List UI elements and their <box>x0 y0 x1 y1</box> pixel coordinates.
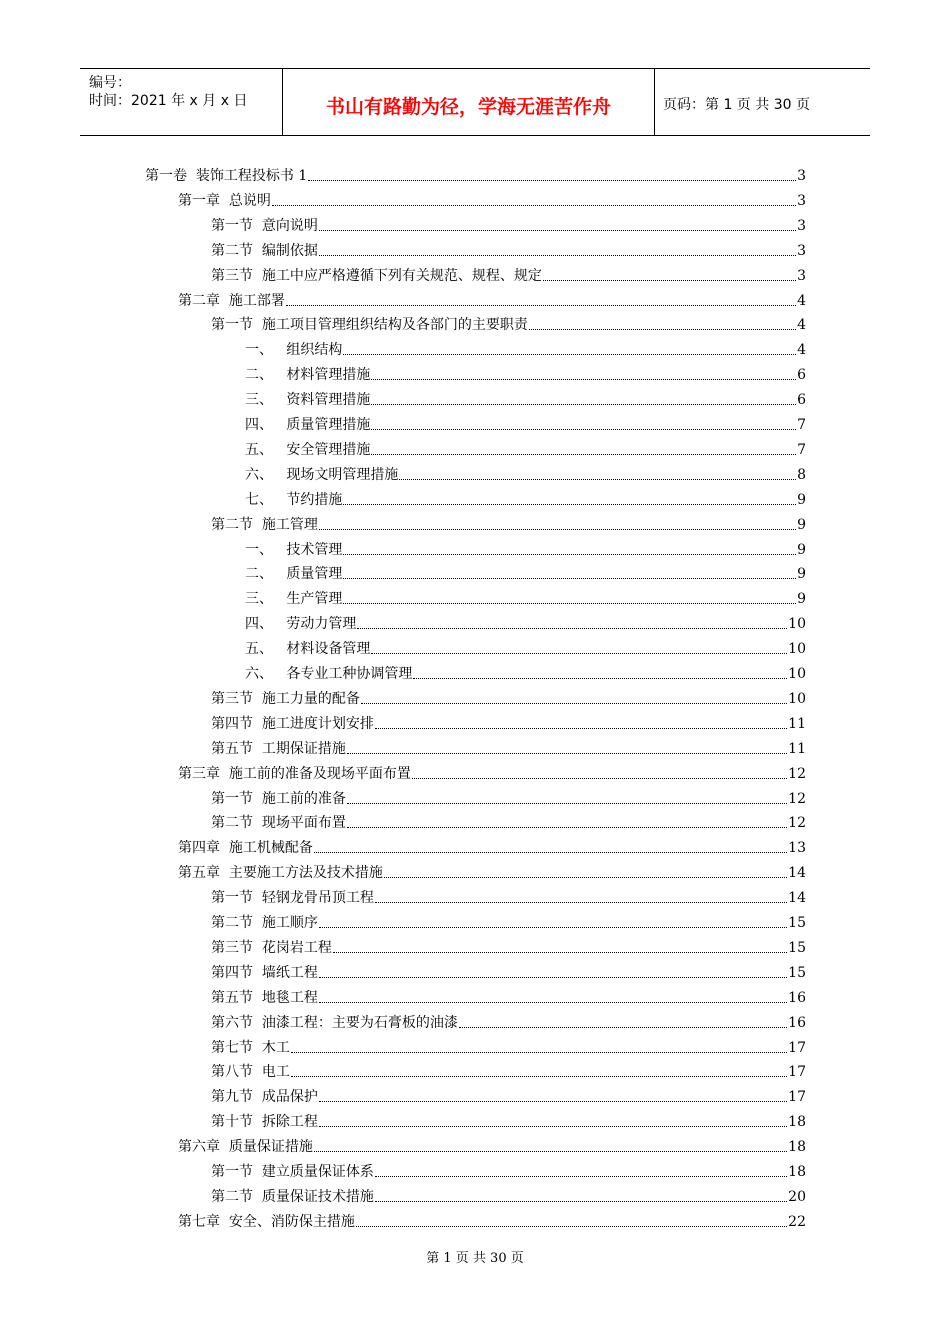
toc-entry[interactable] <box>211 733 806 758</box>
toc-entry-title: 第一章 总说明 <box>178 192 271 209</box>
toc-dot-leader <box>371 428 796 430</box>
toc-dot-leader <box>413 677 787 679</box>
toc-entry-title: 二、 材料管理措施 <box>245 367 371 384</box>
toc-entry-title: 第一卷 装饰工程投标书 1 <box>145 168 308 184</box>
toc-entry[interactable] <box>245 658 806 683</box>
toc-entry-page: 17 <box>788 1064 806 1081</box>
toc-entry[interactable] <box>211 932 806 957</box>
toc-entry-title: 五、 材料设备管理 <box>245 641 371 658</box>
toc-entry-page: 18 <box>788 1139 806 1156</box>
toc-entry-page: 14 <box>788 865 806 882</box>
toc-entry-page: 3 <box>797 267 806 284</box>
toc-entry-title: 六、 现场文明管理措施 <box>245 466 399 483</box>
toc-dot-leader <box>319 229 796 231</box>
toc-entry[interactable] <box>211 783 806 808</box>
toc-dot-leader <box>314 851 787 853</box>
toc-entry[interactable] <box>178 1206 806 1231</box>
toc-entry-title: 第二节 现场平面布置 <box>211 815 346 832</box>
header-motto: 书山有路勤为径，学海无涯苦作舟 <box>325 96 611 118</box>
toc-entry-page: 11 <box>788 740 806 757</box>
toc-entry-title: 二、 质量管理 <box>245 566 343 583</box>
toc-entry-title: 第三章 施工前的准备及现场平面布置 <box>178 765 411 782</box>
toc-entry-page: 22 <box>788 1213 806 1230</box>
toc-entry-title: 六、 各专业工种协调管理 <box>245 666 413 682</box>
toc-entry[interactable] <box>211 1007 806 1032</box>
header-left-cell <box>80 69 283 135</box>
toc-dot-leader <box>291 1075 787 1077</box>
toc-entry[interactable] <box>145 160 806 185</box>
toc-entry-page: 10 <box>788 616 806 633</box>
toc-entry-title: 第九节 成品保护 <box>211 1089 318 1106</box>
toc-entry[interactable] <box>245 359 806 384</box>
toc-entry-page: 12 <box>788 815 806 832</box>
toc-entry-title: 第三节 施工中应严格遵循下列有关规范、规程、规定 <box>211 267 542 284</box>
toc-dot-leader <box>371 403 796 405</box>
toc-entry-page: 6 <box>797 367 806 384</box>
toc-entry[interactable] <box>245 633 806 658</box>
toc-entry[interactable] <box>245 484 806 509</box>
toc-entry-title: 第二节 质量保证技术措施 <box>211 1188 374 1205</box>
toc-entry[interactable] <box>211 807 806 832</box>
toc-entry-page: 14 <box>788 890 806 907</box>
toc-entry-page: 10 <box>788 641 806 658</box>
toc-entry[interactable] <box>211 683 806 708</box>
toc-entry-page: 13 <box>788 840 806 857</box>
header-right-cell <box>655 69 870 135</box>
toc-entry-title: 第五节 工期保证措施 <box>211 740 346 757</box>
toc-entry-page: 11 <box>788 715 806 732</box>
toc-entry[interactable] <box>178 857 806 882</box>
toc-dot-leader <box>347 802 787 804</box>
toc-dot-leader <box>308 179 796 181</box>
toc-entry[interactable] <box>245 558 806 583</box>
toc-entry-page: 9 <box>797 516 806 533</box>
toc-entry[interactable] <box>211 210 806 235</box>
toc-entry-page: 10 <box>788 666 806 682</box>
toc-entry[interactable] <box>245 409 806 434</box>
toc-entry-title: 第五节 地毯工程 <box>211 989 318 1006</box>
toc-entry-page: 9 <box>797 566 806 583</box>
toc-dot-leader <box>319 976 787 978</box>
toc-entry[interactable] <box>211 957 806 982</box>
toc-dot-leader <box>319 926 787 928</box>
toc-entry[interactable] <box>245 334 806 359</box>
toc-entry-page: 3 <box>797 217 806 234</box>
toc-entry-title: 第二节 施工顺序 <box>211 915 318 931</box>
toc-entry[interactable] <box>211 1081 806 1106</box>
toc-entry-page: 12 <box>788 790 806 807</box>
toc-entry-title: 四、 质量管理措施 <box>245 417 371 433</box>
toc-entry[interactable] <box>211 907 806 932</box>
toc-dot-leader <box>371 378 796 380</box>
toc-dot-leader <box>412 777 787 779</box>
toc-entry[interactable] <box>178 185 806 210</box>
toc-entry-title: 第二节 编制依据 <box>211 242 318 259</box>
toc-entry-page: 10 <box>788 690 806 707</box>
toc-dot-leader <box>371 453 796 455</box>
toc-entry-page: 16 <box>788 1014 806 1031</box>
toc-dot-leader <box>384 876 787 878</box>
toc-entry[interactable] <box>211 1032 806 1057</box>
toc-dot-leader <box>375 901 787 903</box>
toc-entry-title: 第十节 拆除工程 <box>211 1114 318 1131</box>
toc-entry[interactable] <box>211 235 806 260</box>
header-page-info: 页码：第 1 页 共 30 页 <box>663 97 810 113</box>
toc-entry-title: 第四节 墙纸工程 <box>211 964 318 981</box>
toc-entry-title: 七、 节约措施 <box>245 491 343 508</box>
toc-dot-leader <box>347 826 787 828</box>
toc-entry-title: 第一节 轻钢龙骨吊顶工程 <box>211 890 374 907</box>
toc-entry[interactable] <box>178 1131 806 1156</box>
toc-entry-title: 第七章 安全、消防保主措施 <box>178 1213 355 1230</box>
toc-entry-title: 第三节 花岗岩工程 <box>211 939 332 956</box>
toc-entry-page: 18 <box>788 1114 806 1131</box>
toc-dot-leader <box>319 1100 787 1102</box>
toc-entry-page: 15 <box>788 964 806 981</box>
toc-dot-leader <box>347 752 787 754</box>
toc-entry-title: 第六章 质量保证措施 <box>178 1139 313 1156</box>
toc-dot-leader <box>361 702 787 704</box>
toc-dot-leader <box>319 254 796 256</box>
page-header <box>80 68 870 136</box>
toc-entry-title: 第一节 意向说明 <box>211 217 318 234</box>
toc-entry[interactable] <box>245 583 806 608</box>
toc-entry-title: 第四章 施工机械配备 <box>178 840 313 857</box>
toc-entry-page: 4 <box>797 342 806 359</box>
toc-entry[interactable] <box>178 832 806 857</box>
toc-dot-leader <box>343 353 796 355</box>
toc-entry-page: 18 <box>788 1164 806 1180</box>
toc-entry[interactable] <box>211 982 806 1007</box>
toc-entry[interactable] <box>178 285 806 310</box>
toc-entry-page: 7 <box>797 417 806 433</box>
toc-entry[interactable] <box>211 1106 806 1131</box>
toc-entry[interactable] <box>245 434 806 459</box>
toc-entry-title: 一、 组织结构 <box>245 342 343 359</box>
toc-entry-page: 8 <box>797 466 806 483</box>
toc-dot-leader <box>371 652 787 654</box>
toc-dot-leader <box>333 951 787 953</box>
toc-dot-leader <box>529 328 796 330</box>
toc-entry-title: 五、 安全管理措施 <box>245 441 371 458</box>
toc-dot-leader <box>343 602 796 604</box>
toc-entry-page: 9 <box>797 491 806 508</box>
toc-entry-page: 3 <box>797 242 806 259</box>
toc-dot-leader <box>314 1150 787 1152</box>
toc-entry[interactable] <box>178 758 806 783</box>
toc-entry-page: 20 <box>788 1188 806 1205</box>
toc-dot-leader <box>343 577 796 579</box>
toc-dot-leader <box>375 1200 787 1202</box>
toc-entry-title: 第七节 木工 <box>211 1039 290 1056</box>
toc-dot-leader <box>319 1001 787 1003</box>
toc-entry[interactable] <box>211 309 806 334</box>
toc-entry-page: 15 <box>788 939 806 956</box>
toc-dot-leader <box>319 1125 787 1127</box>
toc-entry[interactable] <box>211 509 806 534</box>
toc-entry-page: 9 <box>797 591 806 608</box>
toc-entry-page: 6 <box>797 392 806 409</box>
header-middle-cell <box>283 69 655 135</box>
toc-entry[interactable] <box>245 384 806 409</box>
toc-dot-leader <box>343 503 796 505</box>
toc-entry-page: 12 <box>788 765 806 782</box>
toc-dot-leader <box>356 1225 787 1227</box>
toc-entry-title: 第六节 油漆工程：主要为石膏板的油漆 <box>211 1014 458 1031</box>
toc-entry-page: 4 <box>797 292 806 309</box>
toc-entry[interactable] <box>211 260 806 285</box>
toc-entry-title: 第一节 建立质量保证体系 <box>211 1164 374 1180</box>
toc-entry-page: 7 <box>797 441 806 458</box>
toc-entry-page: 17 <box>788 1039 806 1056</box>
toc-entry-page: 3 <box>797 192 806 209</box>
toc-entry-title: 第一节 施工项目管理组织结构及各部门的主要职责 <box>211 317 528 334</box>
document-number-label: 编号： <box>89 75 131 91</box>
toc-entry[interactable] <box>245 608 806 633</box>
toc-entry-title: 第三节 施工力量的配备 <box>211 690 360 707</box>
toc-entry[interactable] <box>211 1181 806 1206</box>
toc-entry[interactable] <box>211 1056 806 1081</box>
toc-entry-title: 第五章 主要施工方法及技术措施 <box>178 865 383 882</box>
toc-entry-page: 9 <box>797 541 806 558</box>
toc-entry-page: 16 <box>788 989 806 1006</box>
toc-entry-page: 17 <box>788 1089 806 1106</box>
toc-entry-title: 第八节 电工 <box>211 1064 290 1081</box>
toc-dot-leader <box>375 1175 787 1177</box>
toc-entry[interactable] <box>211 708 806 733</box>
toc-entry-title: 三、 生产管理 <box>245 591 343 608</box>
toc-entry[interactable] <box>245 534 806 559</box>
toc-entry[interactable] <box>245 459 806 484</box>
toc-dot-leader <box>291 1051 787 1053</box>
document-date: 时间：2021 年 x 月 x 日 <box>89 93 248 109</box>
toc-entry-page: 3 <box>797 168 806 184</box>
toc-dot-leader <box>543 279 796 281</box>
toc-entry-page: 4 <box>797 317 806 334</box>
toc-dot-leader <box>319 528 796 530</box>
toc-entry-page: 15 <box>788 915 806 931</box>
toc-dot-leader <box>399 478 796 480</box>
toc-dot-leader <box>343 553 796 555</box>
toc-dot-leader <box>272 204 796 206</box>
toc-entry-title: 第二节 施工管理 <box>211 516 318 533</box>
toc-dot-leader <box>459 1026 787 1028</box>
toc-dot-leader <box>357 627 787 629</box>
toc-dot-leader <box>286 304 796 306</box>
page-footer: 第 1 页 共 30 页 <box>426 1251 524 1266</box>
toc-entry-title: 四、 劳动力管理 <box>245 616 357 633</box>
toc-entry[interactable] <box>211 882 806 907</box>
toc-entry-title: 第一节 施工前的准备 <box>211 790 346 807</box>
toc-entry-title: 一、 技术管理 <box>245 541 343 558</box>
toc-entry-title: 三、 资料管理措施 <box>245 392 371 409</box>
toc-dot-leader <box>375 727 787 729</box>
toc-entry[interactable] <box>211 1156 806 1181</box>
toc-entry-title: 第二章 施工部署 <box>178 292 285 309</box>
toc-entry-title: 第四节 施工进度计划安排 <box>211 715 374 732</box>
